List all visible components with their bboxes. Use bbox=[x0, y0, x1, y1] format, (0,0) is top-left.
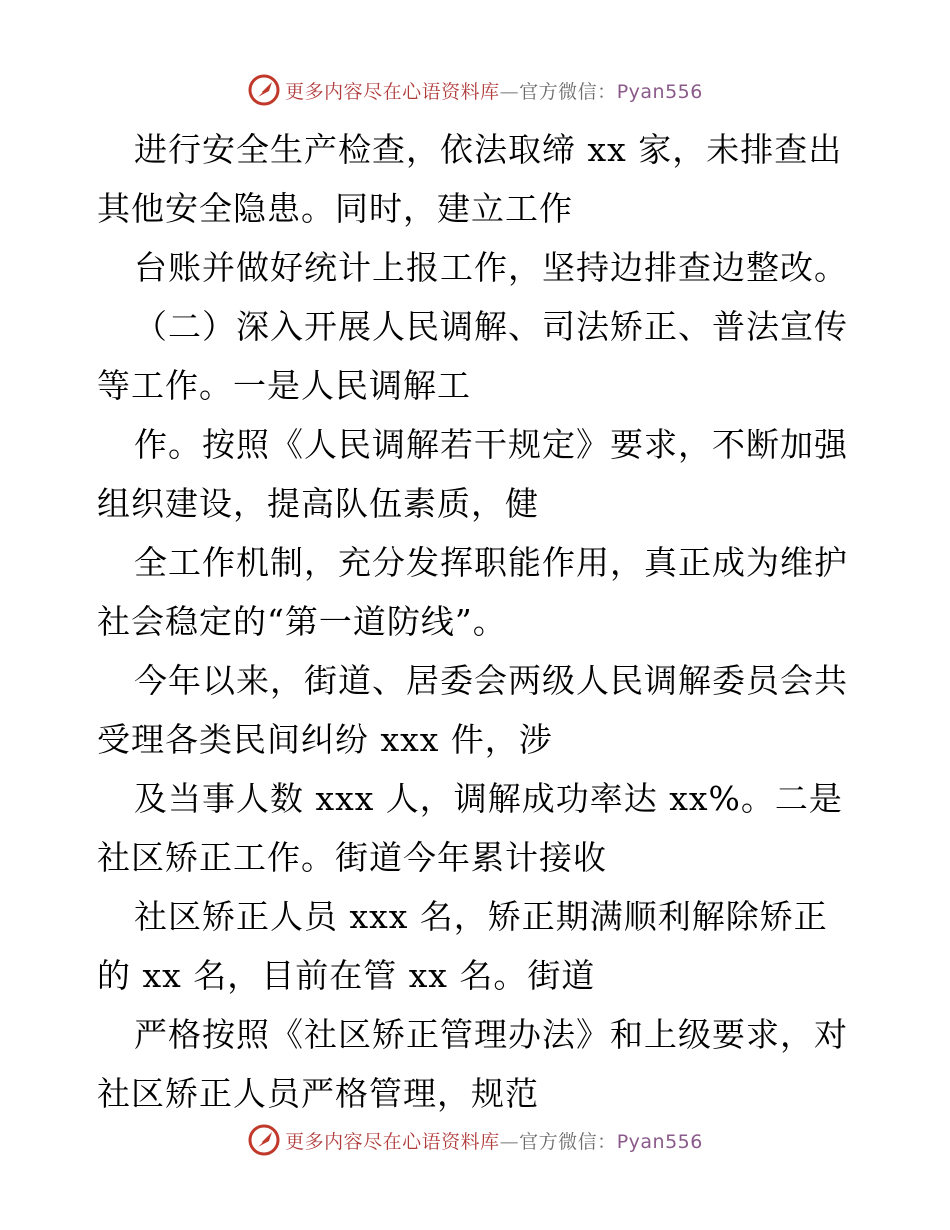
text-line: 社区矫正人员严格管理，规范 bbox=[97, 1074, 539, 1113]
text-line: （二）深入开展人民调解、司法矫正、普法宣传 bbox=[134, 307, 848, 346]
banner-main-text: 更多内容尽在心语资料库 bbox=[285, 1130, 500, 1153]
text-line: 全工作机制，充分发挥职能作用，真正成为维护 bbox=[134, 543, 848, 582]
text-line: 严格按照《社区矫正管理办法》和上级要求，对 bbox=[134, 1015, 848, 1054]
text-line: 今年以来，街道、居委会两级人民调解委员会共 bbox=[134, 661, 848, 700]
header-banner bbox=[0, 70, 950, 110]
text-line: 及当事人数 xxx 人，调解成功率达 xx%。二是 bbox=[134, 779, 843, 818]
banner-main-text: 更多内容尽在心语资料库 bbox=[285, 80, 500, 103]
banner-wechat-id: Pyan556 bbox=[616, 80, 703, 103]
quill-logo-icon bbox=[247, 1123, 281, 1157]
text-line: 社区矫正人员 xxx 名，矫正期满顺利解除矫正 bbox=[134, 897, 828, 936]
quill-logo-icon bbox=[247, 73, 281, 107]
text-line: 社会稳定的“第一道防线”。 bbox=[97, 602, 507, 641]
text-line: 受理各类民间纠纷 xxx 件，涉 bbox=[97, 720, 553, 759]
text-line: 进行安全生产检查，依法取缔 xx 家，未排查出 bbox=[134, 130, 843, 169]
banner-wechat-id: Pyan556 bbox=[616, 1130, 703, 1153]
banner-text bbox=[285, 77, 703, 104]
banner-separator: — bbox=[499, 1130, 520, 1153]
text-line: 作。按照《人民调解若干规定》要求，不断加强 bbox=[134, 425, 848, 464]
banner-text bbox=[285, 1127, 703, 1154]
banner-label: 官方微信： bbox=[519, 80, 617, 103]
banner-label: 官方微信： bbox=[519, 1130, 617, 1153]
text-line: 等工作。一是人民调解工 bbox=[97, 366, 471, 405]
text-line: 其他安全隐患。同时，建立工作 bbox=[97, 189, 573, 228]
text-line: 的 xx 名，目前在管 xx 名。街道 bbox=[97, 956, 596, 995]
banner-separator: — bbox=[499, 80, 520, 103]
text-line: 组织建设，提高队伍素质，健 bbox=[97, 484, 539, 523]
text-line: 社区矫正工作。街道今年累计接收 bbox=[97, 838, 607, 877]
footer-banner bbox=[0, 1120, 950, 1160]
text-line: 台账并做好统计上报工作，坚持边排查边整改。 bbox=[134, 248, 848, 287]
document-body bbox=[0, 120, 950, 1123]
